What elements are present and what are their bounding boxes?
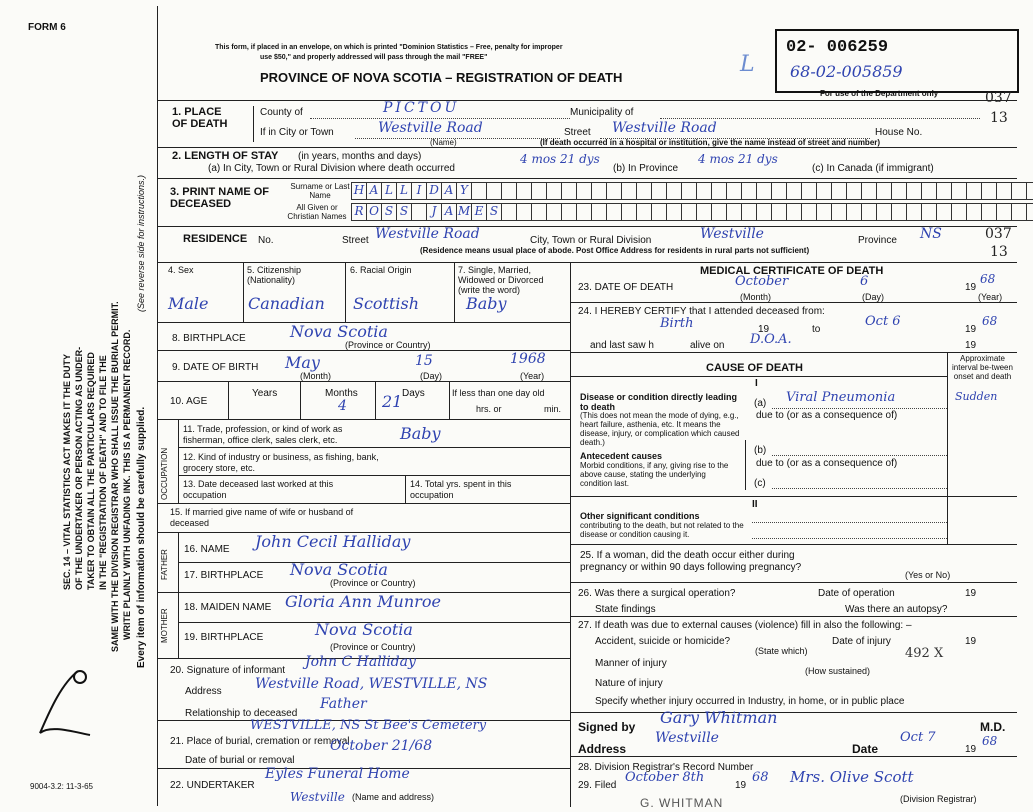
col-div-1 bbox=[243, 262, 244, 322]
state-which-note: (State which) bbox=[755, 646, 808, 656]
municipality-label: Municipality of bbox=[570, 107, 634, 118]
how-sustained-note: (How sustained) bbox=[805, 666, 871, 676]
occ-side-div bbox=[178, 419, 179, 503]
residence-label: RESIDENCE bbox=[183, 233, 248, 245]
cause-a-line bbox=[772, 408, 947, 409]
death-day: 6 bbox=[860, 274, 869, 289]
rule-p3 bbox=[157, 381, 570, 382]
yes-no-note: (Yes or No) bbox=[905, 570, 951, 580]
given-letter: M bbox=[456, 203, 472, 221]
medical-title: MEDICAL CERTIFICATE OF DEATH bbox=[700, 265, 884, 277]
q26-label: 26. Was there a surgical operation? bbox=[578, 588, 736, 599]
department-code-2: 13 bbox=[990, 110, 1008, 126]
direct-cause-note: (This does not mean the mode of dying, e.g., heart failure, asthenia, etc. It means the disease, injury, or complication which caused death.) bbox=[580, 411, 740, 447]
undertaker-note: (Name and address) bbox=[352, 792, 435, 802]
place-of-death-label: 1. PLACE OF DEATH bbox=[172, 106, 228, 130]
registration-number: 02- 006259 bbox=[786, 38, 889, 57]
given-letter: R bbox=[351, 203, 367, 221]
dob-month: May bbox=[285, 353, 320, 372]
col-div-3 bbox=[454, 262, 455, 322]
injury-date-label: Date of injury bbox=[832, 636, 891, 647]
residence-street-label: Street bbox=[342, 235, 369, 246]
col-div-2 bbox=[345, 262, 346, 322]
rule-3 bbox=[157, 178, 1017, 179]
brace bbox=[253, 106, 254, 142]
rule-c3 bbox=[570, 544, 1017, 545]
form-title: PROVINCE OF NOVA SCOTIA – REGISTRATION OF DEATH bbox=[260, 70, 623, 85]
surname-letter: A bbox=[366, 182, 382, 200]
other-line-1 bbox=[752, 522, 947, 523]
registrar-signature: Mrs. Olive Scott bbox=[790, 768, 914, 786]
given-name-boxes bbox=[352, 203, 1033, 221]
residence-province-label: Province bbox=[858, 235, 897, 246]
mail-notice-2: use $50," and properly addressed will pass through the mail "FREE" bbox=[260, 54, 488, 61]
hospital-note: (If death occurred in a hospital or institution, give the name instead of street and number) bbox=[540, 138, 881, 147]
racial-label: 6. Racial Origin bbox=[350, 265, 412, 275]
interval-div bbox=[947, 352, 948, 544]
q20-label: 20. Signature of informant bbox=[170, 665, 286, 676]
q11-value: Baby bbox=[400, 424, 441, 443]
given-letter: O bbox=[366, 203, 382, 221]
filed-date: October 8th bbox=[625, 770, 705, 785]
given-names-label: All Given or Christian Names bbox=[287, 203, 347, 221]
age-div-2 bbox=[300, 381, 301, 419]
side-line-7: (See reverse side for instructions.) bbox=[136, 174, 146, 312]
print-name-label: 3. PRINT NAME OF DECEASED bbox=[170, 186, 270, 210]
residence-province: NS bbox=[920, 226, 942, 242]
racial-value: Scottish bbox=[353, 294, 420, 313]
residence-no-label: No. bbox=[258, 235, 274, 246]
undertaker-address: Westville bbox=[290, 790, 345, 804]
informant-address: Westville Road, WESTVILLE, NS bbox=[255, 676, 488, 692]
rule-4 bbox=[157, 226, 1017, 227]
side-line-4: IN THE "REGISTRATION OF DEATH" AND TO FILE THE bbox=[98, 355, 108, 590]
other-line-2 bbox=[752, 538, 947, 539]
relationship-value: Father bbox=[320, 696, 367, 712]
q14-label: 14. Total yrs. spent in this occupation bbox=[410, 479, 512, 500]
registrar-note: (Division Registrar) bbox=[900, 794, 977, 804]
given-letter: E bbox=[471, 203, 487, 221]
q18-label: 18. MAIDEN NAME bbox=[184, 602, 272, 613]
manner-label: Manner of injury bbox=[595, 658, 667, 669]
length-of-stay-note: (in years, months and days) bbox=[298, 151, 422, 162]
age-months-label: Months bbox=[325, 388, 358, 399]
death-day-note: (Day) bbox=[862, 292, 884, 302]
marital-label: 7. Single, Married, Widowed or Divorced (write the word) bbox=[458, 265, 544, 295]
cause-b-line bbox=[772, 455, 947, 456]
nature-label: Nature of injury bbox=[595, 678, 663, 689]
county-line bbox=[310, 118, 570, 119]
city-line bbox=[355, 138, 560, 139]
q16-label: 16. NAME bbox=[184, 544, 230, 555]
surname-letter: I bbox=[411, 182, 427, 200]
alive-on-value: D.O.A. bbox=[750, 332, 792, 347]
q28-label: 28. Division Registrar's Record Number bbox=[578, 762, 754, 773]
cause-b-letter: (b) bbox=[754, 445, 767, 456]
stay-a-value: 4 mos 21 dys bbox=[520, 152, 600, 166]
signed-year: 68 bbox=[982, 734, 998, 748]
marital-value: Baby bbox=[466, 294, 507, 313]
father-birthplace-note: (Province or Country) bbox=[330, 578, 416, 588]
street-label: Street bbox=[564, 127, 591, 138]
to-year-value: 68 bbox=[982, 314, 998, 328]
age-days-label: Days bbox=[402, 388, 425, 399]
municipality-line bbox=[660, 118, 980, 119]
dob-year-note: (Year) bbox=[520, 371, 545, 381]
surname-boxes bbox=[352, 182, 1033, 200]
interval-a-value: Sudden bbox=[955, 390, 998, 403]
cause-title: CAUSE OF DEATH bbox=[706, 362, 803, 374]
antecedent-brace bbox=[745, 440, 746, 490]
q17-label: 17. BIRTHPLACE bbox=[184, 570, 264, 581]
dob-year: 1968 bbox=[510, 351, 546, 367]
burial-place-value: WESTVILLE, NS St Bee's Cemetery bbox=[250, 718, 487, 733]
q24-label: 24. I HEREBY CERTIFY that I attended deceased from: bbox=[578, 306, 825, 317]
death-month-note: (Month) bbox=[740, 292, 772, 302]
mother-birthplace-note: (Province or Country) bbox=[330, 642, 416, 652]
rule-o1 bbox=[178, 447, 570, 448]
from-year: 19 bbox=[758, 324, 770, 335]
alive-year: 19 bbox=[965, 340, 977, 351]
manner-handwritten: 492 X bbox=[905, 646, 944, 661]
stay-b-label: (b) In Province bbox=[613, 163, 679, 174]
antecedent-note: Morbid conditions, if any, giving rise to the above cause, stating the underlying condition last. bbox=[580, 461, 729, 488]
part-one-label: I bbox=[755, 378, 758, 389]
antecedent-label: Antecedent causes bbox=[580, 451, 663, 461]
city-value: Westville Road bbox=[378, 120, 483, 136]
citizenship-label: 5. Citizenship (Nationality) bbox=[247, 265, 302, 285]
given-letter: A bbox=[441, 203, 457, 221]
q29-label: 29. Filed bbox=[578, 780, 617, 791]
dob-month-note: (Month) bbox=[300, 371, 332, 381]
q13-label: 13. Date deceased last worked at this occupation bbox=[183, 479, 334, 500]
age-months-value: 4 bbox=[338, 398, 347, 414]
rule-c4 bbox=[570, 582, 1017, 583]
injury-year: 19 bbox=[965, 636, 977, 647]
attended-to: Oct 6 bbox=[865, 314, 901, 329]
last-saw-label: and last saw h bbox=[590, 340, 654, 351]
department-use-label: For use of the Department only bbox=[820, 89, 939, 98]
direct-cause-label: Disease or condition directly leading to death bbox=[580, 392, 738, 412]
to-label: to bbox=[812, 324, 821, 335]
surname-letter: L bbox=[396, 182, 412, 200]
hrs-label: hrs. or bbox=[476, 404, 502, 414]
rule-c6 bbox=[570, 712, 1017, 713]
q19-label: 19. BIRTHPLACE bbox=[184, 632, 264, 643]
surname-letter: A bbox=[441, 182, 457, 200]
relationship-label: Relationship to deceased bbox=[185, 708, 298, 719]
signed-date: Oct 7 bbox=[900, 730, 936, 745]
burial-date-label: Date of burial or removal bbox=[185, 755, 295, 766]
due-to-a: due to (or as a consequence of) bbox=[756, 410, 898, 421]
city-label: If in City or Town bbox=[260, 127, 334, 138]
given-letter: S bbox=[486, 203, 502, 221]
q15-label: 15. If married give name of wife or husband of deceased bbox=[170, 507, 354, 528]
cause-a-letter: (a) bbox=[754, 398, 767, 409]
rule-c7 bbox=[570, 756, 1017, 757]
cause-a-value: Viral Pneumonia bbox=[786, 390, 896, 405]
surname-letter: Y bbox=[456, 182, 472, 200]
death-year-prefix: 19 bbox=[965, 282, 977, 293]
residence-code-2: 13 bbox=[990, 244, 1008, 260]
given-letter: S bbox=[396, 203, 412, 221]
father-name: John Cecil Halliday bbox=[255, 532, 411, 551]
mail-notice: This form, if placed in an envelope, on which is printed "Dominion Statistics – Free, penalty for improper bbox=[215, 44, 563, 51]
rule-1 bbox=[157, 100, 1017, 101]
length-of-stay-label: 2. LENGTH OF STAY bbox=[172, 150, 279, 162]
side-line-6: WRITE PLAINLY WITH UNFADING INK. THIS IS A PERMANENT RECORD. bbox=[122, 329, 132, 640]
age-div-3 bbox=[375, 381, 376, 419]
name-note: (Name) bbox=[430, 138, 457, 147]
due-to-b: due to (or as a consequence of) bbox=[756, 458, 898, 469]
burial-date-value: October 21/68 bbox=[330, 738, 433, 754]
mother-side-label: MOTHER bbox=[160, 608, 169, 643]
physician-stamp: G. WHITMAN bbox=[640, 796, 724, 810]
undertaker-value: Eyles Funeral Home bbox=[265, 766, 410, 782]
citizenship-value: Canadian bbox=[248, 294, 325, 313]
filed-year: 68 bbox=[752, 770, 769, 785]
state-findings-label: State findings bbox=[595, 604, 656, 615]
residence-street: Westville Road bbox=[375, 226, 480, 242]
informant-address-label: Address bbox=[185, 686, 222, 697]
rule-2 bbox=[157, 147, 1017, 148]
accident-label: Accident, suicide or homicide? bbox=[595, 636, 731, 647]
large-handwritten-l-mark bbox=[30, 665, 100, 745]
stay-a-label: (a) In City, Town or Rural Division where death occurred bbox=[208, 163, 455, 174]
sex-label: 4. Sex bbox=[168, 265, 194, 275]
center-divider bbox=[570, 262, 571, 807]
interval-label: Approximate interval be-tween onset and death bbox=[952, 354, 1013, 381]
county-value: PICTOU bbox=[383, 100, 460, 116]
death-month: October bbox=[735, 274, 789, 289]
father-birthplace: Nova Scotia bbox=[290, 560, 388, 579]
occ-div bbox=[405, 475, 406, 503]
mother-birthplace: Nova Scotia bbox=[315, 620, 413, 639]
side-line-2: OF THE UNDERTAKER OR PERSON ACTING AS UNDER- bbox=[74, 346, 84, 590]
surname-letter: L bbox=[381, 182, 397, 200]
residence-city: Westville bbox=[700, 226, 764, 242]
given-letter bbox=[411, 203, 427, 221]
physician-address-label: Address bbox=[578, 742, 627, 756]
md-label: M.D. bbox=[980, 720, 1006, 734]
age-div-4 bbox=[449, 381, 450, 419]
rule-5 bbox=[157, 262, 1017, 263]
birthplace-note: (Province or Country) bbox=[345, 340, 431, 350]
dob-label: 9. DATE OF BIRTH bbox=[172, 362, 259, 373]
physician-signature: Gary Whitman bbox=[660, 708, 778, 727]
other-conditions-label: Other significant conditions bbox=[580, 511, 700, 521]
stay-b-value: 4 mos 21 dys bbox=[698, 152, 778, 166]
physician-address: Westville bbox=[655, 730, 719, 746]
birthplace-value: Nova Scotia bbox=[290, 322, 388, 341]
parents-side-div bbox=[178, 532, 179, 658]
signed-year-prefix: 19 bbox=[965, 744, 977, 755]
form-number: FORM 6 bbox=[28, 22, 66, 33]
house-label: House No. bbox=[875, 127, 923, 138]
rule-c5 bbox=[570, 616, 1017, 617]
alive-label: alive on bbox=[690, 340, 725, 351]
rule-o3 bbox=[157, 503, 570, 504]
filed-year-prefix: 19 bbox=[735, 780, 747, 791]
side-line-1: SEC. 14 – VITAL STATISTICS ACT MAKES IT THE DUTY bbox=[62, 353, 72, 590]
to-year: 19 bbox=[965, 324, 977, 335]
given-letter: S bbox=[381, 203, 397, 221]
operation-year: 19 bbox=[965, 588, 977, 599]
q23-label: 23. DATE OF DEATH bbox=[578, 282, 674, 293]
industry-label: Specify whether injury occurred in Industry, in home, or in public place bbox=[595, 696, 905, 707]
side-line-5: SAME WITH THE DIVISION REGISTRAR WHO SHALL ISSUE THE BURIAL PERMIT. bbox=[110, 301, 120, 652]
q25-label: 25. If a woman, did the death occur either during pregnancy or within 90 days following pregnancy? bbox=[580, 550, 802, 573]
stay-c-label: (c) In Canada (if immigrant) bbox=[812, 163, 934, 174]
sex-value: Male bbox=[168, 294, 209, 313]
q22-label: 22. UNDERTAKER bbox=[170, 780, 255, 791]
department-code-1: 037 bbox=[985, 90, 1012, 106]
birthplace-label: 8. BIRTHPLACE bbox=[172, 333, 246, 344]
age-label: 10. AGE bbox=[170, 396, 208, 407]
other-conditions-note: contributing to the death, but not related to the disease or condition causing it. bbox=[580, 521, 744, 539]
age-div-1 bbox=[228, 381, 229, 419]
informant-signature: John C Halliday bbox=[305, 654, 416, 670]
residence-city-label: City, Town or Rural Division bbox=[530, 235, 652, 246]
blue-mark: L bbox=[740, 52, 755, 77]
operation-date-label: Date of operation bbox=[818, 588, 895, 599]
q21-label: 21. Place of burial, cremation or removal bbox=[170, 736, 350, 747]
cause-c-letter: (c) bbox=[754, 478, 766, 489]
rule-m2 bbox=[570, 352, 1017, 353]
less-one-day-label: If less than one day old bbox=[452, 388, 545, 398]
cause-c-line bbox=[772, 488, 947, 489]
print-code: 9004-3.2: 11-3-65 bbox=[30, 782, 94, 791]
father-side-label: FATHER bbox=[160, 549, 169, 580]
rule-c1 bbox=[570, 376, 947, 377]
surname-letter: D bbox=[426, 182, 442, 200]
q12-label: 12. Kind of industry or business, as fishing, bank, grocery store, etc. bbox=[183, 452, 379, 473]
given-letter: J bbox=[426, 203, 442, 221]
mother-maiden-name: Gloria Ann Munroe bbox=[285, 592, 441, 611]
dob-day: 15 bbox=[415, 353, 433, 369]
county-label: County of bbox=[260, 107, 303, 118]
signed-date-label: Date bbox=[852, 742, 879, 756]
signed-by-label: Signed by bbox=[578, 720, 636, 734]
q27-label: 27. If death was due to external causes (violence) fill in also the following: – bbox=[578, 620, 912, 631]
q11-label: 11. Trade, profession, or kind of work as fisherman, office clerk, sales clerk, etc. bbox=[183, 424, 343, 445]
registration-number-handwritten: 68-02-005859 bbox=[790, 62, 903, 81]
attended-from: Birth bbox=[660, 316, 694, 331]
rule-p4 bbox=[157, 419, 570, 420]
age-days-value: 21 bbox=[382, 392, 403, 411]
rule-p2 bbox=[157, 350, 570, 351]
rule-c2 bbox=[570, 496, 1017, 497]
side-line-3: TAKER TO OBTAIN ALL THE PARTICULARS REQUIRED bbox=[86, 352, 96, 590]
surname-label: Surname or Last Name bbox=[290, 182, 350, 200]
occupation-side-label: OCCUPATION bbox=[160, 447, 169, 500]
min-label: min. bbox=[544, 404, 562, 414]
part-two-label: II bbox=[752, 499, 758, 510]
left-border bbox=[157, 6, 158, 806]
death-year: 68 bbox=[980, 272, 996, 286]
side-line-8: Every item of information should be carefully supplied. bbox=[136, 406, 147, 668]
rule-m1 bbox=[570, 302, 1017, 303]
residence-note: (Residence means usual place of abode. Post Office Address for residents in rural parts not sufficient) bbox=[420, 246, 810, 255]
autopsy-label: Was there an autopsy? bbox=[845, 604, 948, 615]
surname-letter: H bbox=[351, 182, 367, 200]
street-value: Westville Road bbox=[612, 120, 717, 136]
age-years-label: Years bbox=[252, 388, 278, 399]
rule-o2 bbox=[178, 475, 570, 476]
residence-code-1: 037 bbox=[985, 226, 1012, 242]
dob-day-note: (Day) bbox=[420, 371, 442, 381]
death-year-note: (Year) bbox=[978, 292, 1003, 302]
